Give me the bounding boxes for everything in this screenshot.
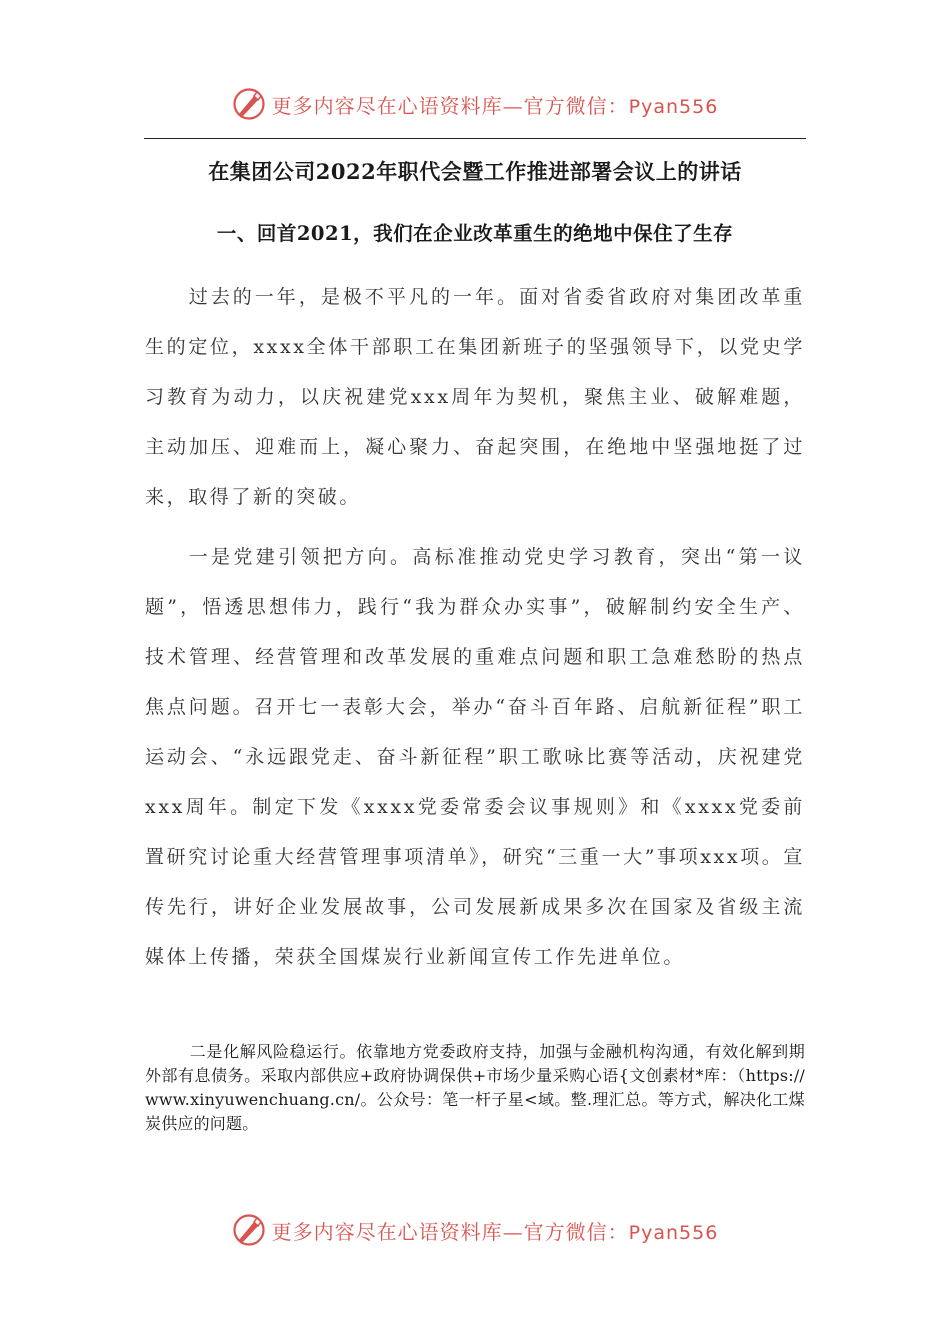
section-heading: 一、回首2021，我们在企业改革重生的绝地中保住了生存 — [216, 222, 734, 245]
paragraph: 一是党建引领把方向。高标准推动党史学习教育，突出“第一议题”，悟透思想伟力，践行“我为群众办实事”，破解制约安全生产、技术管理、经营管理和改革发展的重难点问题和职工急难愁盼的热点焦点问题。召开七一表彰大会，举办“奋斗百年路、启航新征程”职工运动会、“永远跟党走、奋斗新征程”职工歌咏比赛等活动，庆祝建党xxx周年。制定下发《xxxx党委常委会议事规则》和《xxxx党委前置研究讨论重大经营管理事项清单》，研究“三重一大”事项xxx项。宣传先行，讲好企业发展故事，公司发展新成果多次在国家及省级主流媒体上传播，荣获全国煤炭行业新闻宣传工作先进单位。 — [145, 546, 805, 968]
footer-banner — [0, 1210, 950, 1250]
header-banner — [0, 84, 950, 124]
paragraph: 二是化解风险稳运行。依靠地方党委政府支持，加强与金融机构沟通，有效化解到期外部有息债务。采取内部供应+政府协调保供+市场少量采购心语{文创素材*库：（https://www.xinyuwenchuang.cn/。公众号：笔一杆子星<域。整.理汇总。等方式，解决化工煤炭供应的问题。 — [145, 1042, 805, 1133]
paragraph: 过去的一年，是极不平凡的一年。面对省委省政府对集团改革重生的定位，xxxx全体干部职工在集团新班子的坚强领导下，以党史学习教育为动力，以庆祝建党xxx周年为契机，聚焦主业、破解难题，主动加压、迎难而上，凝心聚力、奋起突围，在绝地中坚强地挺了过来，取得了新的突破。 — [145, 286, 805, 508]
pen-logo-icon — [232, 1213, 266, 1247]
banner-text: 更多内容尽在心语资料库—官方微信：Pyan556 — [271, 1219, 719, 1244]
banner-text: 更多内容尽在心语资料库—官方微信：Pyan556 — [271, 93, 719, 118]
pen-logo-icon — [232, 87, 266, 121]
document-title: 在集团公司2022年职代会暨工作推进部署会议上的讲话 — [208, 159, 742, 184]
header-divider — [144, 138, 806, 139]
